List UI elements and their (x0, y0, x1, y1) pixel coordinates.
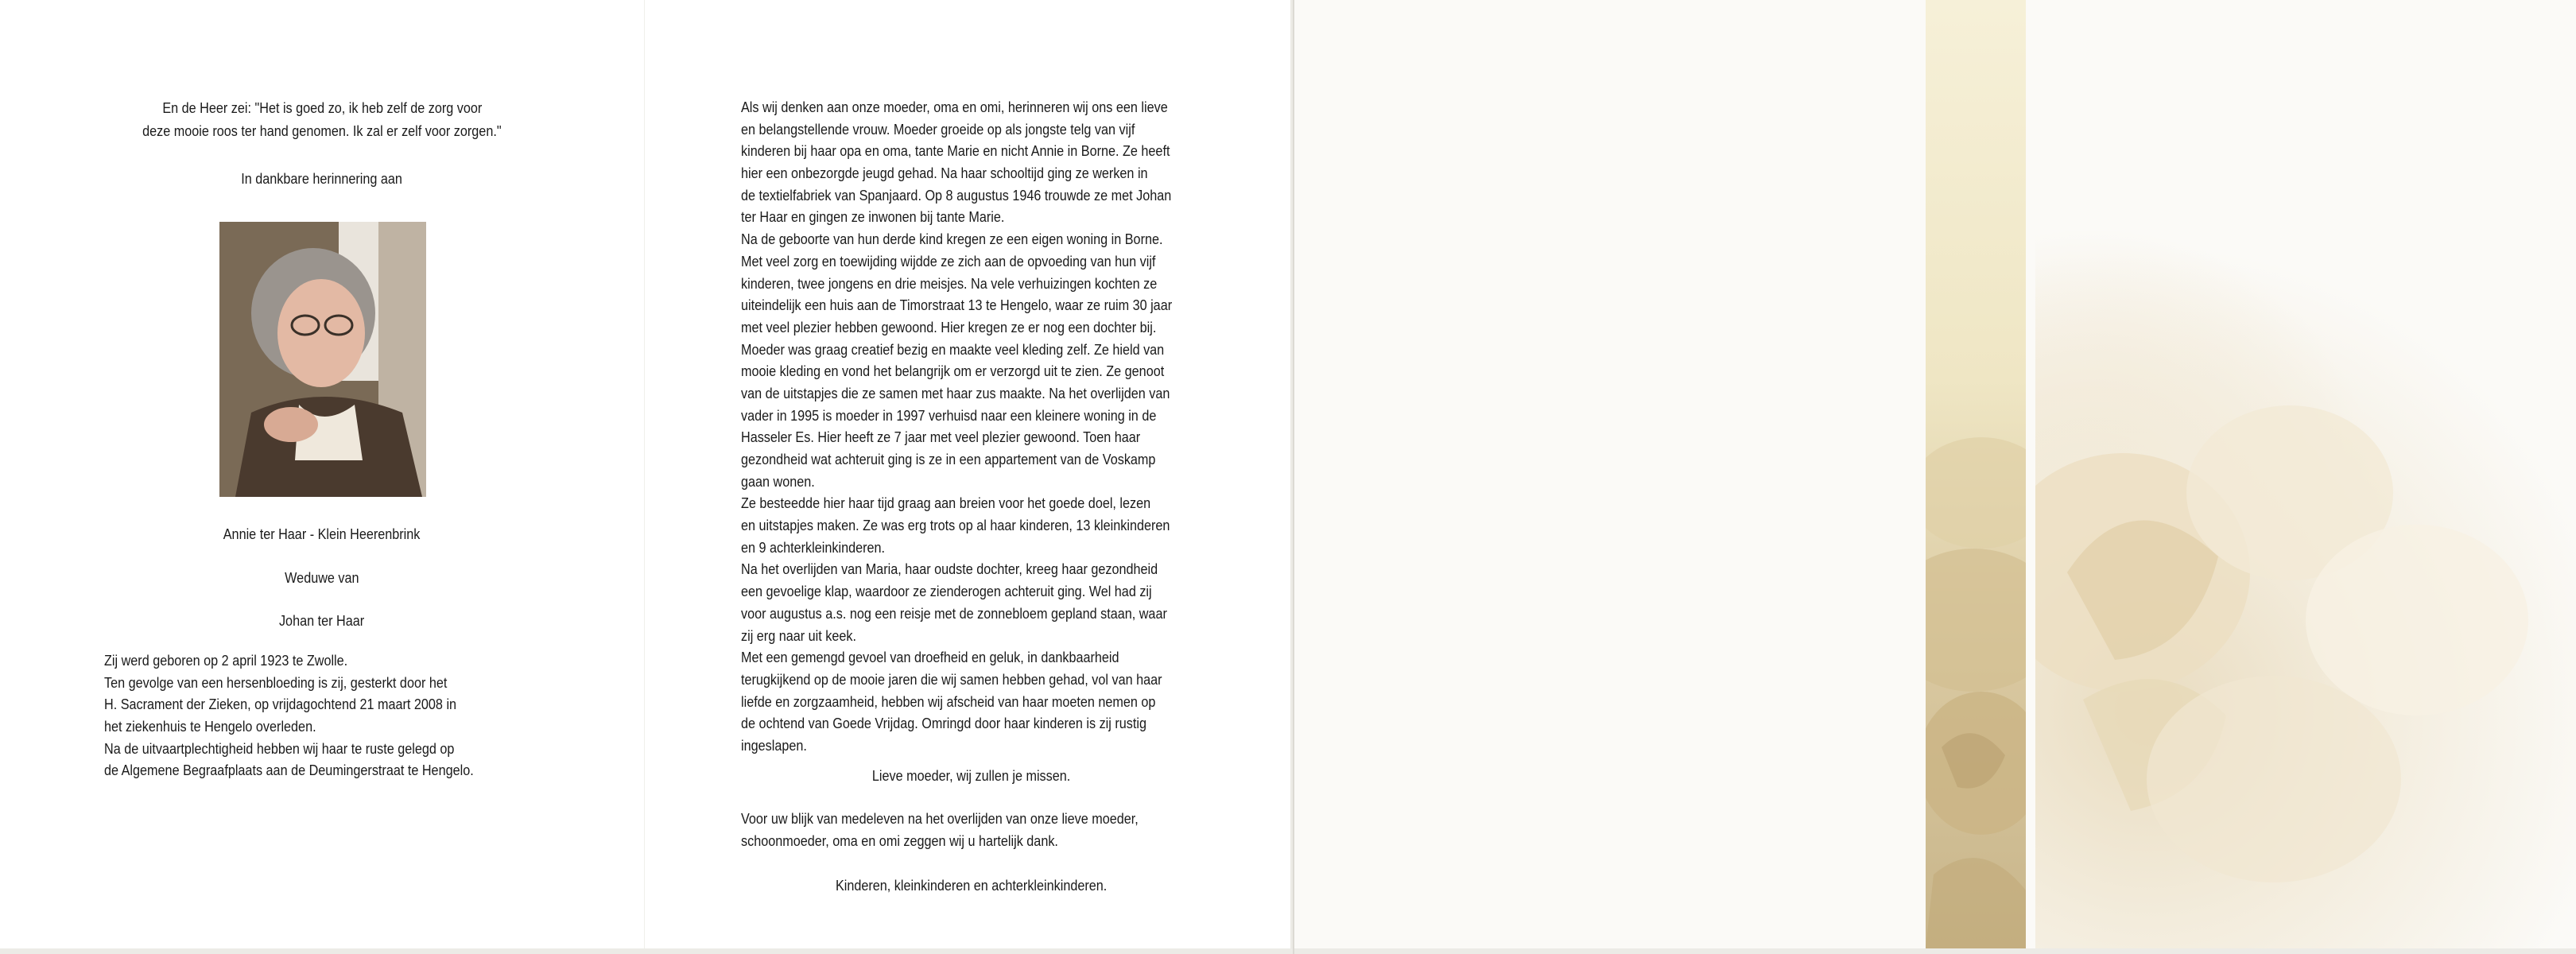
memoir-line: kinderen bij haar opa en oma, tante Marie en nicht Annie in Borne. Ze heeft (741, 143, 1170, 160)
family-signature: Kinderen, kleinkinderen en achterkleinkinderen. (836, 878, 1108, 894)
memoir-line: Met een gemengd gevoel van droefheid en geluk, in dankbaarheid (741, 650, 1119, 666)
rose-illustration (1926, 0, 2026, 948)
strip-gap (2026, 0, 2035, 948)
bio-line: Zij werd geboren op 2 april 1923 te Zwolle. (104, 653, 348, 669)
memoir-line: gezondheid wat achteruit ging is ze in een appartement van de Voskamp (741, 452, 1156, 467)
thanks-block (741, 809, 1202, 852)
rose-bloom-illustration (2035, 0, 2576, 948)
memoir-line: vader in 1995 is moeder in 1997 verhuisd naar een kleinere woning in de (741, 407, 1157, 424)
bio-line: het ziekenhuis te Hengelo overleden. (104, 719, 316, 735)
bio-line: de Algemene Begraafplaats aan de Deumingerstraat te Hengelo. (104, 762, 474, 779)
bio-line: Na de uitvaartplechtigheid hebben wij haar te ruste gelegd op (104, 740, 455, 757)
dedication-text: In dankbare herinnering aan (241, 171, 403, 187)
memoir-line: gaan wonen. (741, 473, 815, 490)
husband-name: Johan ter Haar (279, 613, 365, 629)
memoir-line: met veel plezier hebben gewoond. Hier kregen ze er nog een dochter bij. (741, 319, 1157, 335)
memoir-line: Hasseler Es. Hier heeft ze 7 jaar met veel plezier gewoond. Toen haar (741, 429, 1141, 446)
memoir-line: de ochtend van Goede Vrijdag. Omringd door haar kinderen is zij rustig (741, 716, 1146, 732)
thanks-line: Voor uw blijk van medeleven na het overlijden van onze lieve moeder, (741, 811, 1139, 827)
memoir-line: en uitstapjes maken. Ze was erg trots op al haar kinderen, 13 kleinkinderen (741, 518, 1170, 534)
widow-of-label: Weduwe van (285, 570, 359, 586)
memoir-line: Na de geboorte van hun derde kind kregen ze een eigen woning in Borne. (741, 231, 1163, 248)
rose-strip-right (2035, 0, 2576, 948)
memoir-line: liefde en zorgzaamheid, hebben wij afscheid van haar moeten nemen op (741, 693, 1156, 710)
thanks-line: schoonmoeder, oma en omi zeggen wij u hartelijk dank. (741, 832, 1058, 849)
memoir-line: Moeder was graag creatief bezig en maakte veel kleding zelf. Ze hield van (741, 341, 1165, 358)
biography-block (104, 650, 549, 782)
fold-divider (1293, 0, 1294, 954)
closing-line: Lieve moeder, wij zullen je missen. (872, 768, 1071, 784)
bio-line: H. Sacrament der Zieken, op vrijdagochtend 21 maart 2008 in (104, 696, 457, 713)
memoir-line: uiteindelijk een huis aan de Timorstraat 13 te Hengelo, waar ze ruim 30 jaar (741, 297, 1173, 314)
memoir-line: van de uitstapjes die ze samen met haar zus maakte. Na het overlijden van (741, 385, 1170, 401)
memoir-line: terugkijkend op de mooie jaren die wij samen hebben gehad, vol van haar (741, 671, 1162, 688)
memoir-line: kinderen, twee jongens en drie meisjes. Na vele verhuizingen kochten ze (741, 275, 1158, 292)
rose-strip-left (1926, 0, 2026, 948)
bio-line: Ten gevolge van een hersenbloeding is zij, gesterkt door het (104, 674, 448, 691)
memoir-text (741, 97, 1202, 758)
memoir-line: een gevoelige klap, waardoor ze zienderogen achteruit ging. Wel had zij (741, 584, 1152, 600)
verse-line: deze mooie roos ter hand genomen. Ik zal er zelf voor zorgen." (142, 123, 502, 139)
memoir-line: mooie kleding en vond het belangrijk om er verzorgd uit te zien. Ze genoot (741, 363, 1165, 380)
opening-verse (80, 97, 564, 146)
memoir-line: Ze besteedde hier haar tijd graag aan breien voor het goede doel, lezen (741, 495, 1151, 512)
portrait-illustration (219, 222, 426, 497)
memoir-line: Als wij denken aan onze moeder, oma en omi, herinneren wij ons een lieve (741, 99, 1168, 115)
memoir-line: voor augustus a.s. nog een reisje met de zonnebloem gepland staan, waar (741, 605, 1167, 622)
memoir-line: de textielfabriek van Spanjaard. Op 8 augustus 1946 trouwde ze met Johan (741, 187, 1172, 204)
memoir-line: en 9 achterkleinkinderen. (741, 539, 886, 556)
verse-line: En de Heer zei: "Het is goed zo, ik heb zelf de zorg voor (162, 100, 482, 116)
memoir-line: Na het overlijden van Maria, haar oudste dochter, kreeg haar gezondheid (741, 561, 1158, 578)
memoir-line: ingeslapen. (741, 737, 807, 754)
memoir-line: ter Haar en gingen ze inwonen bij tante Marie. (741, 209, 1005, 226)
memoir-line: zij erg naar uit keek. (741, 627, 856, 644)
memoir-line: hier een onbezorgde jeugd gehad. Na haar schooltijd ging ze werken in (741, 165, 1148, 182)
portrait-photo (219, 222, 426, 497)
memoir-line: en belangstellende vrouw. Moeder groeide op als jongste telg van vijf (741, 121, 1135, 138)
deceased-name: Annie ter Haar - Klein Heerenbrink (223, 526, 421, 542)
memoir-line: Met veel zorg en toewijding wijdde ze zich aan de opvoeding van hun vijf (741, 253, 1156, 270)
